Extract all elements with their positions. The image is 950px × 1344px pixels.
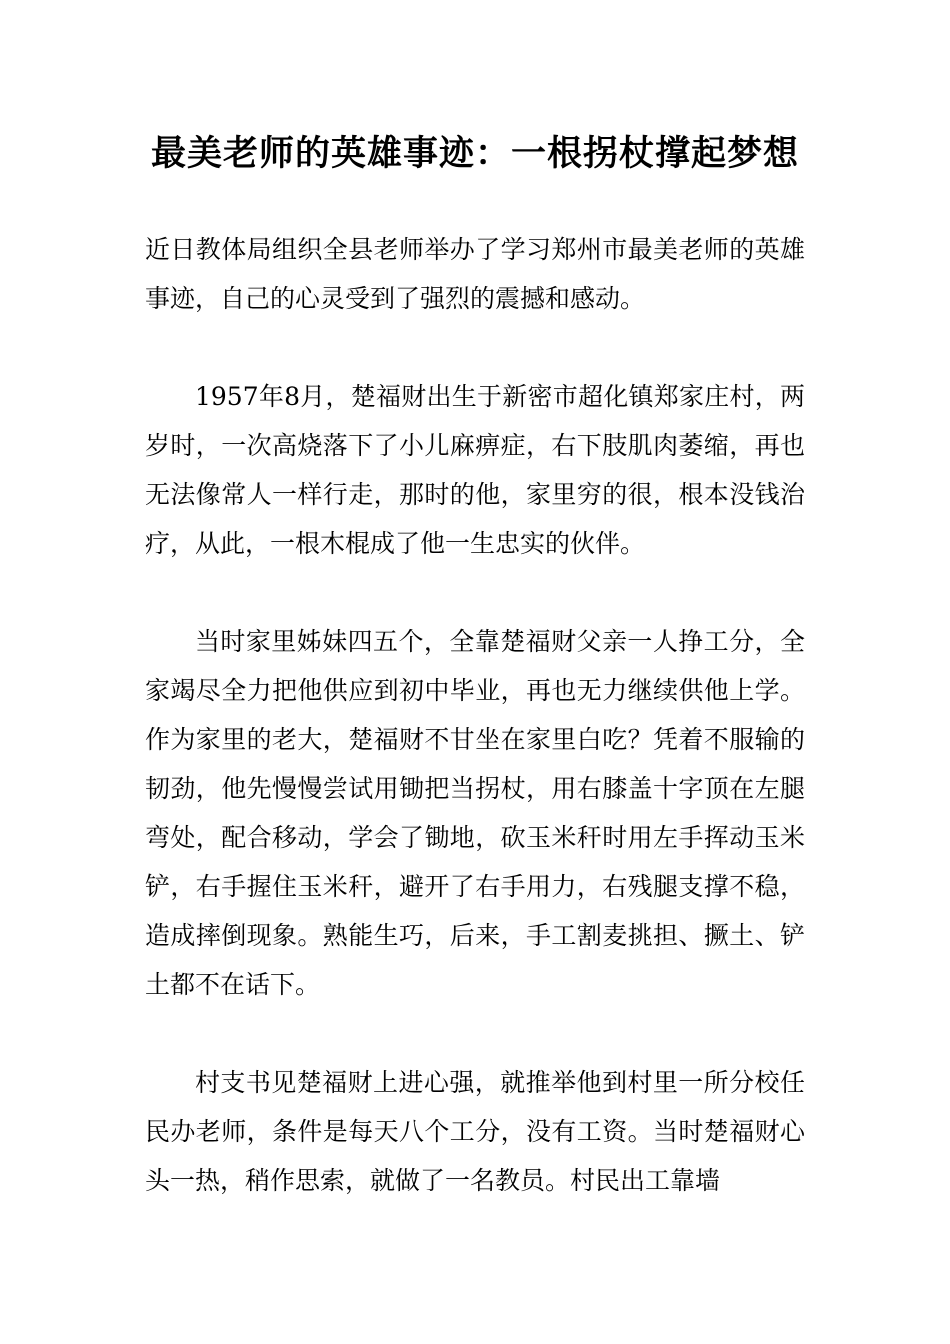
document-title: 最美老师的英雄事迹：一根拐杖撑起梦想 — [150, 134, 799, 174]
document-body — [145, 225, 805, 1254]
paragraph-family: 当时家里姊妹四五个，全靠楚福财父亲一人挣工分，全家竭尽全力把他供应到初中毕业，再也无力继续供他上学。作为家里的老大，楚福财不甘坐在家里白吃？凭着不服输的韧劲，他先慢慢尝试用锄把当拐杖，用右膝盖十字顶在左腿弯处，配合移动，学会了锄地，砍玉米秆时用左手挥动玉米铲，右手握住玉米秆，避开了右手用力，右残腿支撑不稳，造成摔倒现象。熟能生巧，后来，手工割麦挑担、撅土、铲土都不在话下。 — [145, 627, 805, 999]
paragraph-intro: 近日教体局组织全县老师举办了学习郑州市最美老师的英雄事迹，自己的心灵受到了强烈的震撼和感动。 — [145, 235, 805, 313]
paragraph-teacher: 村支书见楚福财上进心强，就推举他到村里一所分校任民办老师，条件是每天八个工分，没有工资。当时楚福财心头一热，稍作思索，就做了一名教员。村民出工靠墙 — [145, 1068, 805, 1195]
paragraph-birth: 1957年8月，楚福财出生于新密市超化镇郑家庄村，两岁时，一次高烧落下了小儿麻痹症，右下肢肌肉萎缩，再也无法像常人一样行走，那时的他，家里穷的很，根本没钱治疗，从此，一根木棍成了他一生忠实的伙伴。 — [145, 382, 805, 558]
